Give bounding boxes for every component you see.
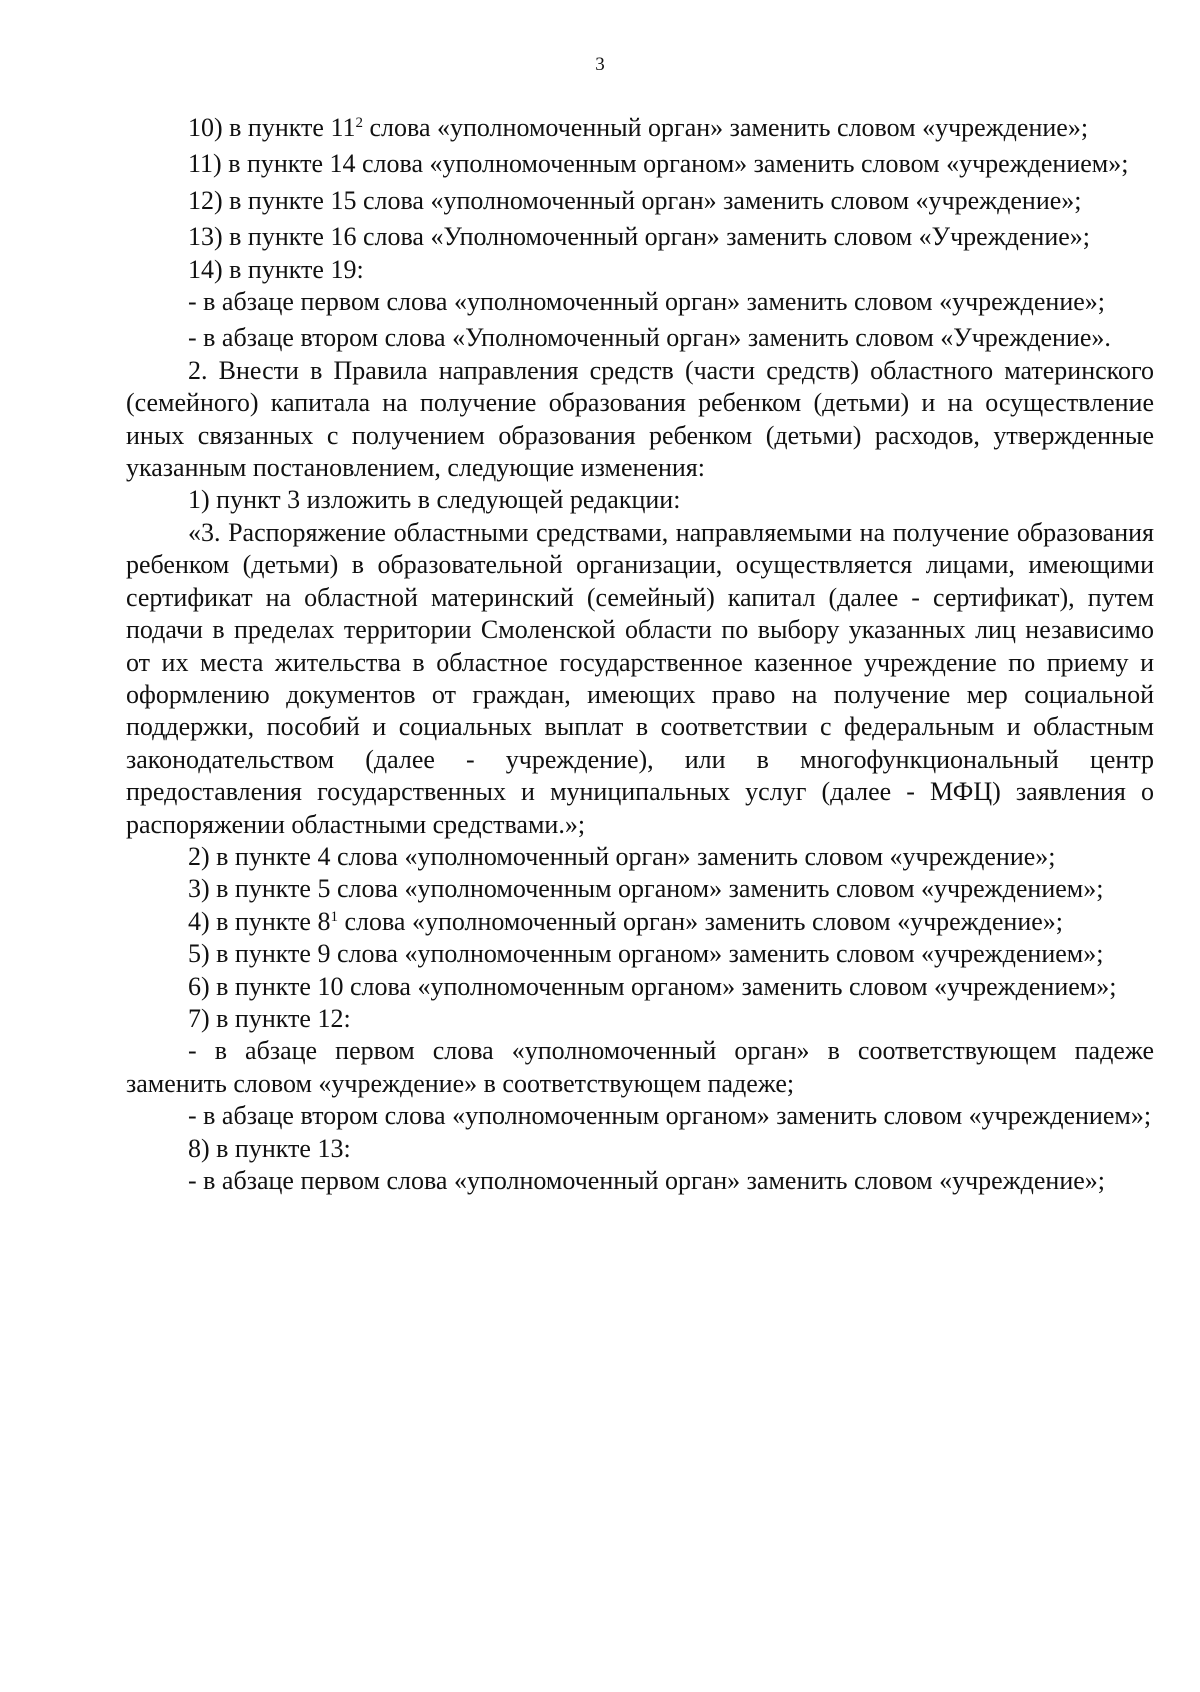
paragraph-text: - в абзаце втором слова «уполномоченным органом» заменить словом «учреждением»; bbox=[188, 1101, 1152, 1131]
paragraph bbox=[126, 1100, 1154, 1132]
paragraph bbox=[126, 1165, 1154, 1197]
paragraph-text: 5) в пункте 9 слова «уполномоченным органом» заменить словом «учреждением»; bbox=[188, 939, 1104, 969]
paragraph bbox=[126, 148, 1154, 180]
paragraph bbox=[126, 906, 1154, 938]
paragraph-text: 12) в пункте 15 слова «уполномоченный орган» заменить словом «учреждение»; bbox=[188, 185, 1082, 215]
document-body bbox=[126, 112, 1154, 1197]
paragraph-text: 10) в пункте 11 bbox=[188, 113, 356, 142]
paragraph-text: 4) в пункте 8 bbox=[188, 906, 331, 936]
paragraph-text: 2. Внести в Правила направления средств (части средств) областного материнского (семейного) капитала на получение образования ребенком (детьми) и на осуществление иных связанных с получением образования ребенком (детьми) расходов, утвержденные указанным постановлением, следующие изменения: bbox=[126, 355, 1154, 483]
paragraph bbox=[126, 112, 1154, 144]
paragraph bbox=[126, 355, 1154, 485]
paragraph-text: 7) в пункте 12: bbox=[188, 1003, 351, 1033]
superscript: 2 bbox=[355, 115, 363, 131]
paragraph-text: «3. Распоряжение областными средствами, направляемыми на получение образования ребенком (детьми) в образовательной организации, осуществляется лицами, имеющими сертификат на областной материнский (семейный) капитал (далее - сертификат), путем подачи в пределах территории Смоленской области по выбору указанных лиц независимо от их места жительства в областное государственное казенное учреждение по приему и оформлению документов от граждан, имеющих право на получение мер социальной поддержки, пособий и социальных выплат в соответствии с федеральным и областным законодательством (далее - учреждение), или в многофункциональный центр предоставления государственных и муниципальных услуг (далее - МФЦ) заявления о распоряжении областными средствами.»; bbox=[126, 517, 1154, 839]
paragraph-text: 11) в пункте 14 слова «уполномоченным органом» заменить словом «учреждением»; bbox=[188, 149, 1129, 179]
paragraph-text: 3) в пункте 5 слова «уполномоченным органом» заменить словом «учреждением»; bbox=[188, 874, 1104, 904]
paragraph-text: 8) в пункте 13: bbox=[188, 1133, 351, 1163]
page-number: 3 bbox=[595, 54, 605, 75]
paragraph bbox=[126, 971, 1154, 1003]
paragraph-text: 13) в пункте 16 слова «Уполномоченный орган» заменить словом «Учреждение»; bbox=[188, 222, 1091, 252]
paragraph-text-tail: слова «уполномоченный орган» заменить словом «учреждение»; bbox=[363, 113, 1089, 142]
paragraph bbox=[126, 517, 1154, 841]
paragraph bbox=[126, 873, 1154, 905]
paragraph bbox=[126, 254, 1154, 286]
paragraph bbox=[126, 1035, 1154, 1100]
paragraph bbox=[126, 938, 1154, 970]
paragraph bbox=[126, 286, 1154, 318]
paragraph bbox=[126, 1003, 1154, 1035]
paragraph-text: 14) в пункте 19: bbox=[188, 254, 364, 284]
paragraph bbox=[126, 484, 1154, 516]
superscript: 1 bbox=[330, 908, 338, 925]
paragraph bbox=[126, 322, 1154, 354]
paragraph bbox=[126, 185, 1154, 217]
paragraph-text: - в абзаце первом слова «уполномоченный орган» заменить словом «учреждение»; bbox=[188, 1166, 1106, 1195]
paragraph-text: - в абзаце первом слова «уполномоченный орган» в соответствующем падеже заменить словом «учреждение» в соответствующем падеже; bbox=[126, 1036, 1154, 1098]
paragraph bbox=[126, 841, 1154, 873]
paragraph-text: 2) в пункте 4 слова «уполномоченный орган» заменить словом «учреждение»; bbox=[188, 841, 1056, 871]
paragraph-text-tail: слова «уполномоченный орган» заменить словом «учреждение»; bbox=[337, 906, 1064, 936]
paragraph-text: - в абзаце первом слова «уполномоченный орган» заменить словом «учреждение»; bbox=[188, 287, 1106, 317]
paragraph-text: - в абзаце втором слова «Уполномоченный орган» заменить словом «Учреждение». bbox=[188, 323, 1111, 353]
paragraph bbox=[126, 1133, 1154, 1165]
paragraph-text: 1) пункт 3 изложить в следующей редакции: bbox=[188, 485, 681, 515]
paragraph-text: 6) в пункте 10 слова «уполномоченным органом» заменить словом «учреждением»; bbox=[188, 971, 1117, 1001]
paragraph bbox=[126, 221, 1154, 253]
